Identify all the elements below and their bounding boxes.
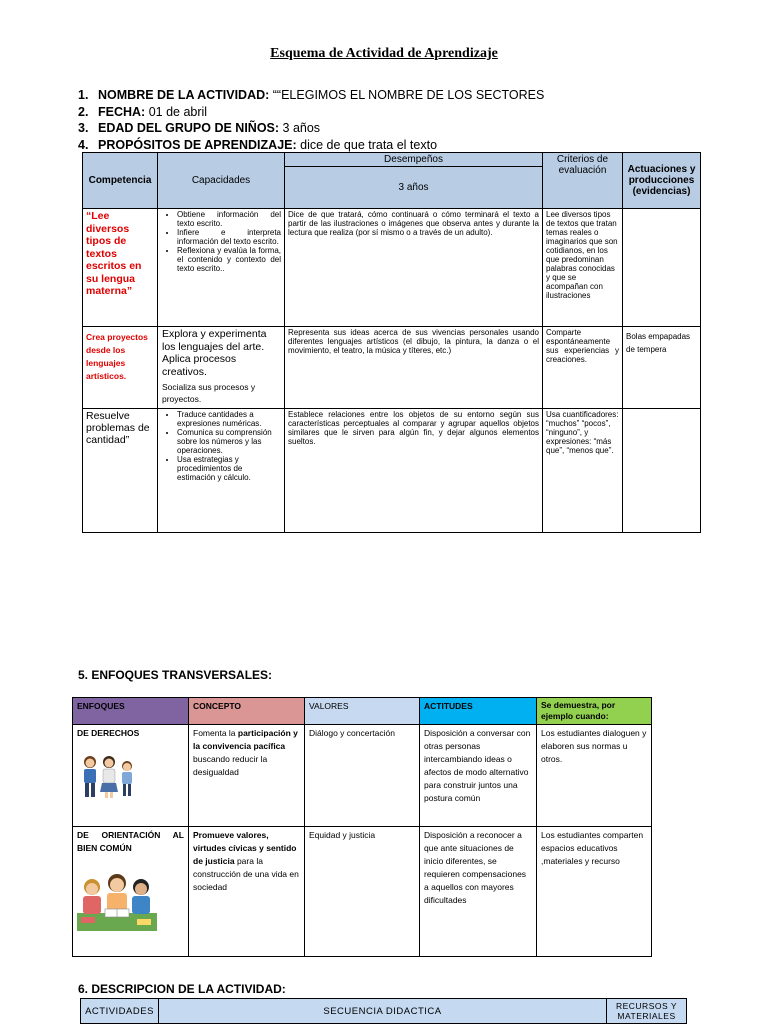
header-enfoques: ENFOQUES	[73, 698, 189, 725]
competencias-table	[82, 152, 701, 533]
table-row	[73, 725, 652, 827]
table-row	[73, 827, 652, 957]
header-recursos: RECURSOS Y MATERIALES	[607, 999, 687, 1024]
table-row	[83, 327, 701, 409]
capacidad-item: • Comunica su comprensión sobre los números y las operaciones.	[177, 428, 281, 455]
enfoques-table	[72, 697, 652, 957]
header-demuestra: Se demuestra, por ejemplo cuando:	[537, 698, 652, 725]
valores-cell: Diálogo y concertación	[305, 725, 420, 827]
capacidades-cell	[158, 209, 285, 327]
page-title: Esquema de Actividad de Aprendizaje	[270, 46, 498, 61]
capacidades-cell	[158, 409, 285, 533]
header-edad: 3 años	[285, 167, 543, 209]
criterio-cell: Comparte espontáneamente sus experiencias y creaciones.	[543, 327, 623, 409]
capacidad-item: • Obtiene información del texto escrito.	[177, 210, 281, 228]
capacidad-item: • Usa estrategias y procedimientos de estimación y cálculo.	[177, 455, 281, 482]
valores-cell: Equidad y justicia	[305, 827, 420, 957]
capacidades-cell	[158, 327, 285, 409]
children-reading-illustration-icon	[77, 869, 157, 931]
capacidad-item: • Infiere e interpreta información del texto escrito.	[177, 228, 281, 246]
evidencia-cell: Bolas empapadas de tempera	[623, 327, 701, 409]
header-item-edad: 3. EDAD DEL GRUPO DE NIÑOS: 3 años	[78, 121, 321, 135]
header-items	[78, 87, 544, 153]
demuestra-cell: Los estudiantes comparten espacios educativos ,materiales y recurso	[537, 827, 652, 957]
evidencia-cell	[623, 209, 701, 327]
competencia-cell: Resuelve problemas de cantidad”	[83, 409, 158, 533]
competencia-cell: Crea proyectos desde los lenguajes artísticos.	[83, 327, 158, 409]
evidencia-cell	[623, 409, 701, 533]
desempeno-cell: Dice de que tratará, cómo continuará o cómo terminará el texto a partir de las ilustraciones o imágenes que observa antes y durante la lectura que realiza (por sí mismo o a través de un adulto).	[285, 209, 543, 327]
capacidad-item: Explora y experimenta los lenguajes del arte.	[162, 328, 267, 353]
enfoque-label: DE ORIENTACIÓN AL BIEN COMÚN	[77, 830, 184, 853]
section-6-heading: 6. DESCRIPCION DE LA ACTIVIDAD:	[78, 982, 286, 996]
demuestra-cell: Los estudiantes dialoguen y elaboren sus normas u otros.	[537, 725, 652, 827]
capacidad-item: • Reflexiona y evalúa la forma, el contenido y contexto del texto escrito..	[177, 246, 281, 273]
header-secuencia: SECUENCIA DIDACTICA	[159, 999, 607, 1024]
header-actividades: ACTIVIDADES	[81, 999, 159, 1024]
capacidad-item: Aplica procesos creativos.	[162, 353, 237, 378]
header-item-propositos: 4. PROPÓSITOS DE APRENDIZAJE: dice de que trata el texto	[78, 137, 438, 152]
header-item-fecha: 2. FECHA: 01 de abril	[78, 104, 208, 119]
enfoque-cell	[73, 827, 189, 957]
desempeno-cell: Representa sus ideas acerca de sus vivencias personales usando diferentes lenguajes artísticos (el dibujo, la pintura, la danza o el movimiento, el teatro, la música y títeres, etc.)	[285, 327, 543, 409]
header-criterios: Criterios de evaluación	[543, 153, 623, 209]
table-row	[83, 409, 701, 533]
actividad-table	[80, 998, 687, 1024]
capacidad-item: • Traduce cantidades a expresiones numéricas.	[177, 410, 281, 428]
table-row	[83, 209, 701, 327]
header-desempenos: Desempeños	[285, 153, 543, 167]
children-illustration-icon	[77, 750, 137, 802]
header-valores: VALORES	[305, 698, 420, 725]
competencia-cell: “Lee diversos tipos de textos escritos en su lengua materna”	[83, 209, 158, 327]
header-competencia: Competencia	[83, 153, 158, 209]
header-concepto: CONCEPTO	[189, 698, 305, 725]
header-actuaciones: Actuaciones y producciones (evidencias)	[623, 153, 701, 209]
concepto-cell: Promueve valores, virtudes cívicas y sentido de justicia para la construcción de una vida en sociedad	[189, 827, 305, 957]
header-item-nombre: 1. NOMBRE DE LA ACTIVIDAD: ““ELEGIMOS EL NOMBRE DE LOS SECTORES	[78, 88, 545, 102]
header-capacidades: Capacidades	[158, 153, 285, 209]
actitudes-cell: Disposición a conversar con otras personas intercambiando ideas o afectos de modo alternativo para construir juntos una postura común	[420, 725, 537, 827]
actitudes-cell: Disposición a reconocer a que ante situaciones de inicio diferentes, se requieren compensaciones a aquellos con mayores dificultades	[420, 827, 537, 957]
criterio-cell: Usa cuantificadores: “muchos” “pocos”, “ninguno”, y expresiones: “más que”, “menos que”.	[543, 409, 623, 533]
enfoque-label: DE DERECHOS	[77, 728, 140, 738]
section-5-heading: 5. ENFOQUES TRANSVERSALES:	[78, 668, 273, 682]
criterio-cell: Lee diversos tipos de textos que tratan temas reales o imaginarios que son cotidianos, en los que predominan palabras conocidas y que se acompañan con ilustraciones	[543, 209, 623, 327]
concepto-cell: Fomenta la participación y la convivencia pacífica buscando reducir la desigualdad	[189, 725, 305, 827]
header-actitudes: ACTITUDES	[420, 698, 537, 725]
capacidad-item: Socializa sus procesos y proyectos.	[162, 382, 256, 404]
enfoque-cell	[73, 725, 189, 827]
desempeno-cell: Establece relaciones entre los objetos de su entorno según sus características perceptuales al comparar y agrupar aquellos objetos similares que le sirven para algún fin, y dejar algunos elementos sueltos.	[285, 409, 543, 533]
